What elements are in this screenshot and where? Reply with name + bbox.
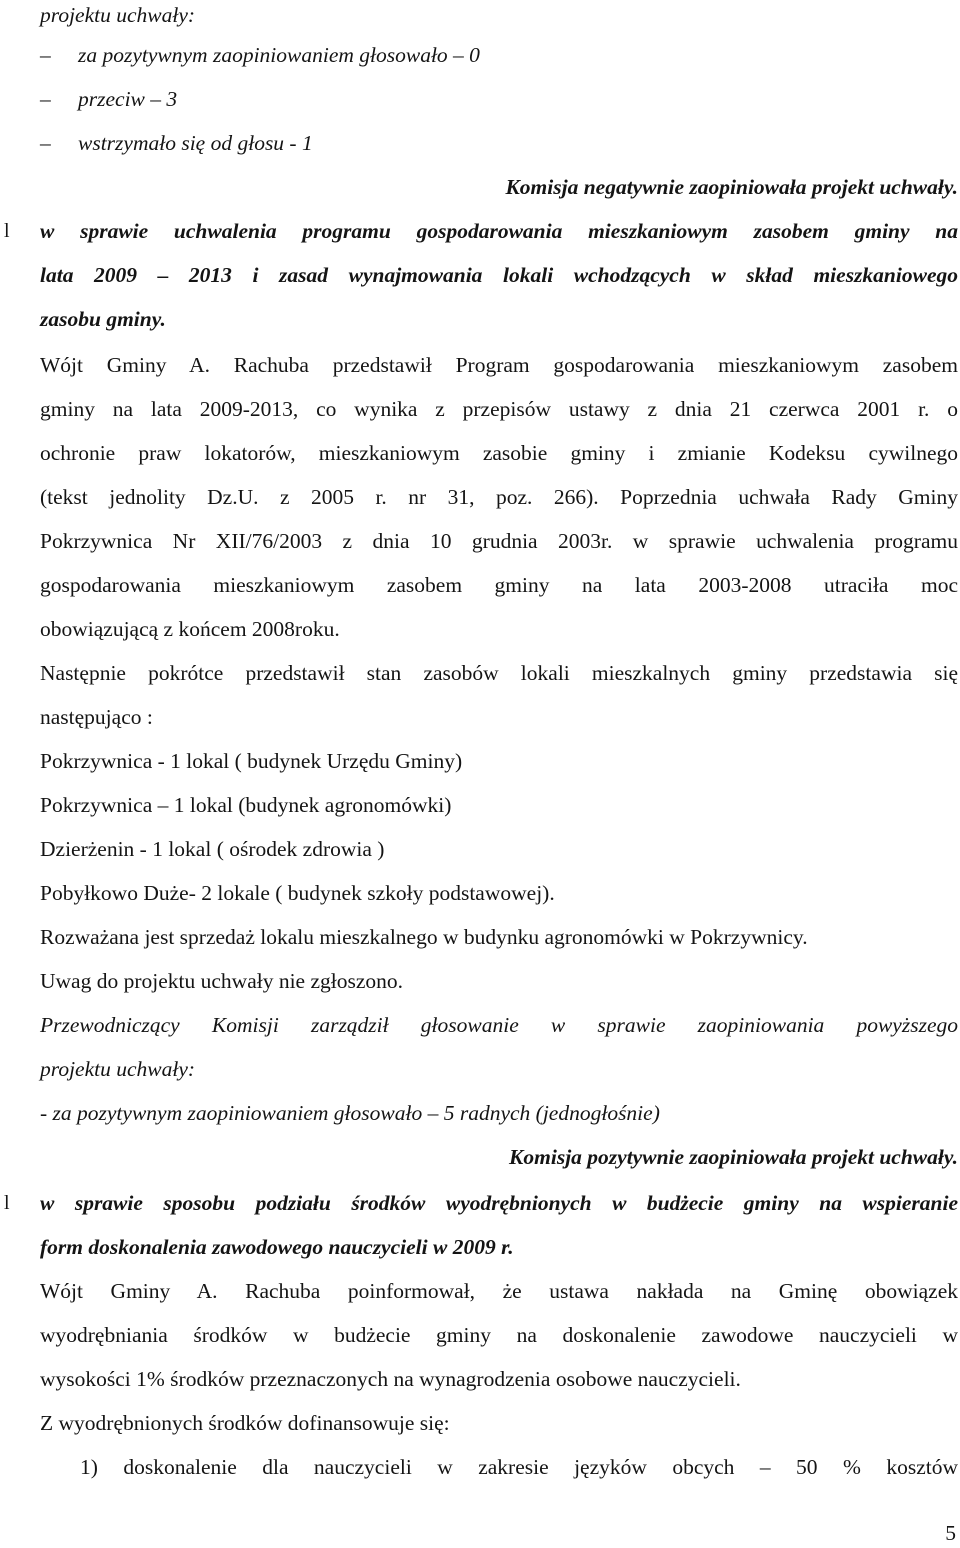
body-line: Uwag do projektu uchwały nie zgłoszono.	[40, 969, 404, 993]
section-title: lata 2009 – 2013 i zasad wynajmowania lokali wchodzących w skład mieszkaniowego	[40, 263, 958, 287]
numbered-list-item: 1) doskonalenie dla nauczycieli w zakresie języków obcych – 50 % kosztów	[80, 1455, 958, 1479]
section-marker: l	[4, 220, 10, 242]
body-line: gminy na lata 2009-2013, co wynika z przepisów ustawy z dnia 21 czerwca 2001 r. o	[40, 397, 958, 421]
vote-intro: projektu uchwały:	[40, 1057, 196, 1081]
body-line: Wójt Gminy A. Rachuba przedstawił Program gospodarowania mieszkaniowym zasobem	[40, 353, 958, 377]
section-title: w sprawie uchwalenia programu gospodarowania mieszkaniowym zasobem gminy na	[40, 219, 958, 243]
resource-item: Pokrzywnica - 1 lokal ( budynek Urzędu Gminy)	[40, 749, 463, 773]
committee-conclusion: Komisja pozytywnie zaopiniowała projekt uchwały.	[509, 1145, 958, 1169]
section-title: w sprawie sposobu podziału środków wyodrębnionych w budżecie gminy na wspieranie	[40, 1191, 958, 1215]
dash-bullet: –	[40, 43, 51, 67]
body-line: Wójt Gminy A. Rachuba poinformował, że ustawa nakłada na Gminę obowiązek	[40, 1279, 958, 1303]
body-line: ochronie praw lokatorów, mieszkaniowym zasobie gminy i zmianie Kodeksu cywilnego	[40, 441, 958, 465]
body-line: (tekst jednolity Dz.U. z 2005 r. nr 31, poz. 266). Poprzednia uchwała Rady Gminy	[40, 485, 958, 509]
vote-header: projektu uchwały:	[40, 3, 196, 27]
vote-item-text: za pozytywnym zaopiniowaniem głosowało – 0	[78, 43, 480, 67]
vote-item	[0, 84, 960, 114]
body-line: Rozważana jest sprzedaż lokalu mieszkalnego w budynku agronomówki w Pokrzywnicy.	[40, 925, 808, 949]
body-line: wyodrębniania środków w budżecie gminy na doskonalenie zawodowe nauczycieli w	[40, 1323, 958, 1347]
body-line: Następnie pokrótce przedstawił stan zasobów lokali mieszkalnych gminy przedstawia się	[40, 661, 958, 685]
resource-item: Pokrzywnica – 1 lokal (budynek agronomówki)	[40, 793, 452, 817]
body-line: Z wyodrębnionych środków dofinansowuje się:	[40, 1411, 450, 1435]
vote-intro: Przewodniczący Komisji zarządził głosowanie w sprawie zaopiniowania powyższego	[40, 1013, 958, 1037]
vote-item-text: wstrzymało się od głosu - 1	[78, 131, 313, 155]
vote-result: - za pozytywnym zaopiniowaniem głosowało – 5 radnych (jednogłośnie)	[40, 1101, 660, 1125]
committee-conclusion: Komisja negatywnie zaopiniowała projekt uchwały.	[505, 175, 958, 199]
section-title: zasobu gminy.	[40, 307, 166, 331]
body-line: Pokrzywnica Nr XII/76/2003 z dnia 10 grudnia 2003r. w sprawie uchwalenia programu	[40, 529, 958, 553]
page-number: 5	[945, 1521, 956, 1545]
body-line: wysokości 1% środków przeznaczonych na wynagrodzenia osobowe nauczycieli.	[40, 1367, 741, 1391]
body-line: obowiązującą z końcem 2008roku.	[40, 617, 340, 641]
vote-item	[0, 128, 960, 158]
resource-item: Dzierżenin - 1 lokal ( ośrodek zdrowia )	[40, 837, 385, 861]
section-title: form doskonalenia zawodowego nauczycieli w 2009 r.	[40, 1235, 514, 1259]
dash-bullet: –	[40, 131, 51, 155]
resource-item: Pobyłkowo Duże- 2 lokale ( budynek szkoły podstawowej).	[40, 881, 555, 905]
dash-bullet: –	[40, 87, 51, 111]
body-line: gospodarowania mieszkaniowym zasobem gminy na lata 2003-2008 utraciła moc	[40, 573, 958, 597]
vote-item	[0, 40, 960, 70]
section-marker: l	[4, 1192, 10, 1214]
body-line: następująco :	[40, 705, 153, 729]
vote-item-text: przeciw – 3	[78, 87, 178, 111]
